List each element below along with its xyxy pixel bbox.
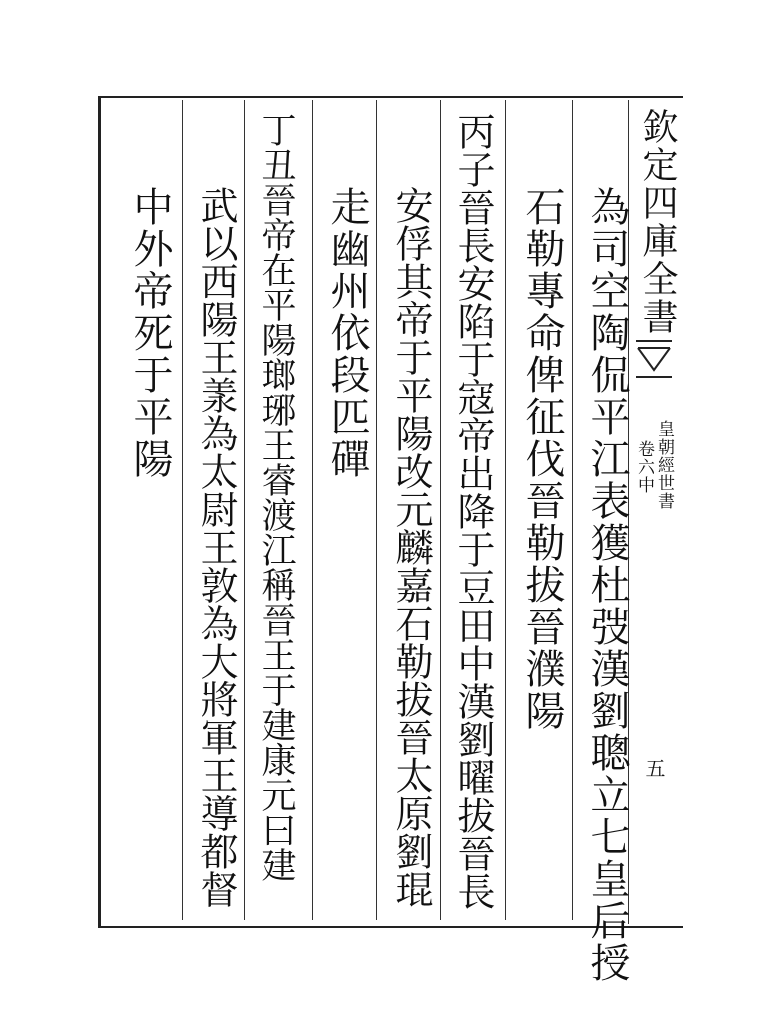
margin-book-title: 皇朝經世書 [654,420,674,510]
column-divider [505,100,506,920]
column-divider [312,100,313,920]
margin-title: 欽定四庫全書 [637,108,678,336]
fishtail-icon [636,340,672,378]
text-column-5: 走幽州依段匹磾 [324,186,370,480]
text-column-1: 為司空陶侃平江表獲杜弢漢劉聰立七皇后授 [584,186,630,984]
column-divider [440,100,441,920]
text-column-6: 丁丑晉帝在平陽瑯琊王睿渡江稱晉王于建康元曰建 [256,112,296,882]
text-column-3: 丙子晉長安陷于寇帝出降于豆田中漢劉曜拔晉長 [451,112,495,910]
text-column-4: 安俘其帝于平陽改元麟嘉石勒拔晉太原劉琨 [389,186,433,908]
column-divider [376,100,377,920]
column-divider [182,100,183,920]
column-divider [244,100,245,920]
margin-page-number: 五 [642,758,666,778]
margin-volume: 卷六中 [634,440,654,494]
text-column-2: 石勒專命俾征伐晉勒拔晉濮陽 [519,186,565,732]
text-column-8: 中外帝死于平陽 [127,186,173,480]
column-divider [572,100,573,920]
text-column-7: 武以西陽王羕為太尉王敦為大將軍王導都督 [194,186,238,908]
